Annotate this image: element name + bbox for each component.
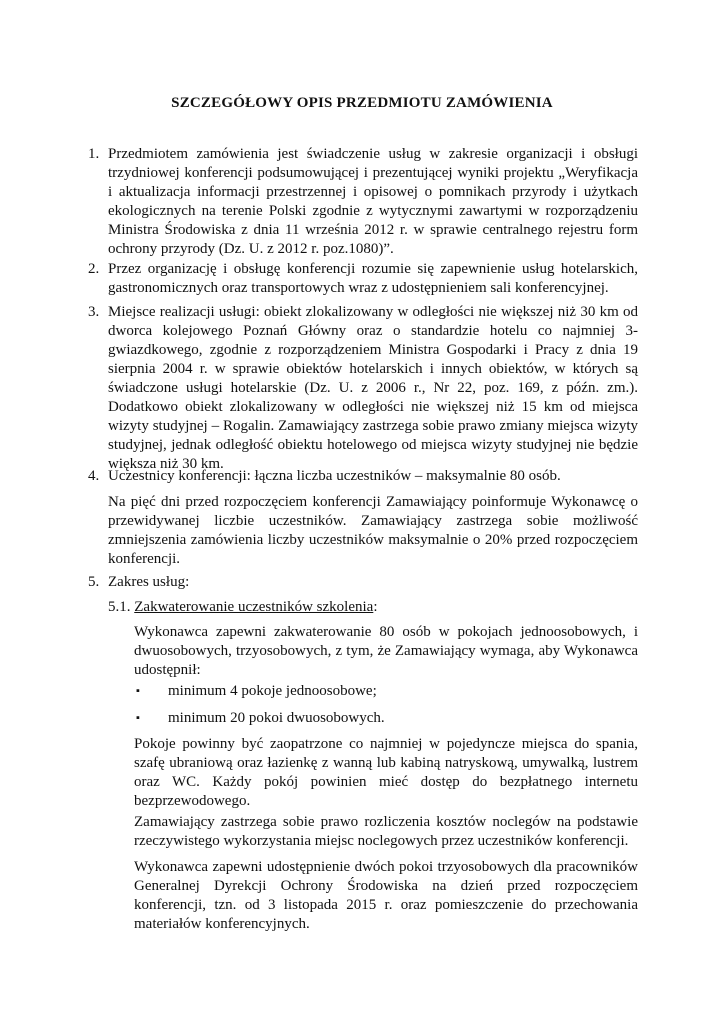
- subsection-intro: Wykonawca zapewni zakwaterowanie 80 osób w pokojach jednoosobowych, i dwuosobowych, trzyosobowych, z tym, że Zamawiający wymaga, aby Wykonawca udostępnił:: [134, 624, 638, 678]
- item-4-number: 4.: [88, 468, 100, 484]
- item-5-text: Zakres usług:: [108, 574, 190, 590]
- item-1-number: 1.: [88, 146, 100, 162]
- bullet-icon: ▪: [136, 685, 140, 697]
- item-4-text: Uczestnicy konferencji: łączna liczba uczestników – maksymalnie 80 osób.: [108, 468, 561, 484]
- item-3-number: 3.: [88, 304, 100, 320]
- subsection-heading-suffix: :: [373, 599, 378, 615]
- item-2-text: Przez organizację i obsługę konferencji rozumie się zapewnienie usług hotelarskich, gastronomicznych oraz transportowych wraz z udostępnieniem sali konferencyjnej.: [108, 261, 638, 296]
- document-title: SZCZEGÓŁOWY OPIS PRZEDMIOTU ZAMÓWIENIA: [171, 95, 553, 111]
- item-3-text: Miejsce realizacji usługi: obiekt zlokalizowany w odległości nie większej niż 30 km od dworca kolejowego Poznań Główny oraz o standardzie hotelu co najmniej 3-gwiazdkowego, zgodnie z rozporządzeniem Ministra Gospodarki i Pracy z dnia 19 sierpnia 2004 r. w sprawie obiektów hotelarskich i innych obiektów, w których są świadczone usługi hotelarskie (Dz. U. z 2006 r., Nr 22, poz. 169, z późn. zm.). Dodatkowo obiekt zlokalizowany w odległości nie większej niż 15 km od miejsca wizyty studyjnej – Rogalin. Zamawiający zastrzega sobie prawo zmiany miejsca wizyty studyjnej, jednak odległość obiektu hotelowego od miejsca wizyty studyjnej nie będzie większa niż 30 km.: [108, 304, 638, 472]
- item-4-paragraph: Na pięć dni przed rozpoczęciem konferencji Zamawiający poinformuje Wykonawcę o przewidywanej liczbie uczestników. Zamawiający zastrzega sobie możliwość zmniejszenia zamówienia liczby uczestników maksymalnie o 20% przed rozpoczęciem konferencji.: [108, 494, 638, 567]
- bullet-item: minimum 20 pokoi dwuosobowych.: [168, 710, 385, 726]
- subsection-heading: Zakwaterowanie uczestników szkolenia: [134, 599, 374, 615]
- subsection-paragraph-billing: Zamawiający zastrzega sobie prawo rozliczenia kosztów noclegów na podstawie rzeczywistego wykorzystania miejsc noclegowych przez uczestników konferencji.: [134, 814, 638, 849]
- subsection-paragraph-rooms: Pokoje powinny być zaopatrzone co najmniej w pojedyncze miejsca do spania, szafę ubraniową oraz łazienkę z wanną lub kabiną natryskową, umywalką, lustrem oraz WC. Każdy pokój powinien mieć dostęp do bezpłatnego internetu bezprzewodowego.: [134, 736, 638, 809]
- item-1-text: Przedmiotem zamówienia jest świadczenie usług w zakresie organizacji i obsługi trzydniowej konferencji podsumowującej i prezentującej wyniki projektu „Weryfikacja i aktualizacja informacji przestrzennej i opisowej o pomnikach przyrody i użytkach ekologicznych na terenie Polski zgodnie z wytycznymi zawartymi w rozporządzeniu Ministra Środowiska z dnia 11 września 2012 r. w sprawie centralnego rejestru form ochrony przyrody (Dz. U. z 2012 r. poz.1080)”.: [108, 146, 638, 257]
- item-2-number: 2.: [88, 261, 100, 277]
- subsection-paragraph-staff-rooms: Wykonawca zapewni udostępnienie dwóch pokoi trzyosobowych dla pracowników Generalnej Dyrekcji Ochrony Środowiska na dzień przed rozpoczęciem konferencji, tzn. od 3 listopada 2015 r. oraz pomieszczenie do przechowania materiałów konferencyjnych.: [134, 859, 638, 932]
- item-5-number: 5.: [88, 574, 100, 590]
- subsection-heading-line: [108, 598, 638, 617]
- bullet-item: minimum 4 pokoje jednoosobowe;: [168, 683, 377, 699]
- subsection-number: 5.1.: [108, 599, 131, 615]
- bullet-icon: ▪: [136, 712, 140, 724]
